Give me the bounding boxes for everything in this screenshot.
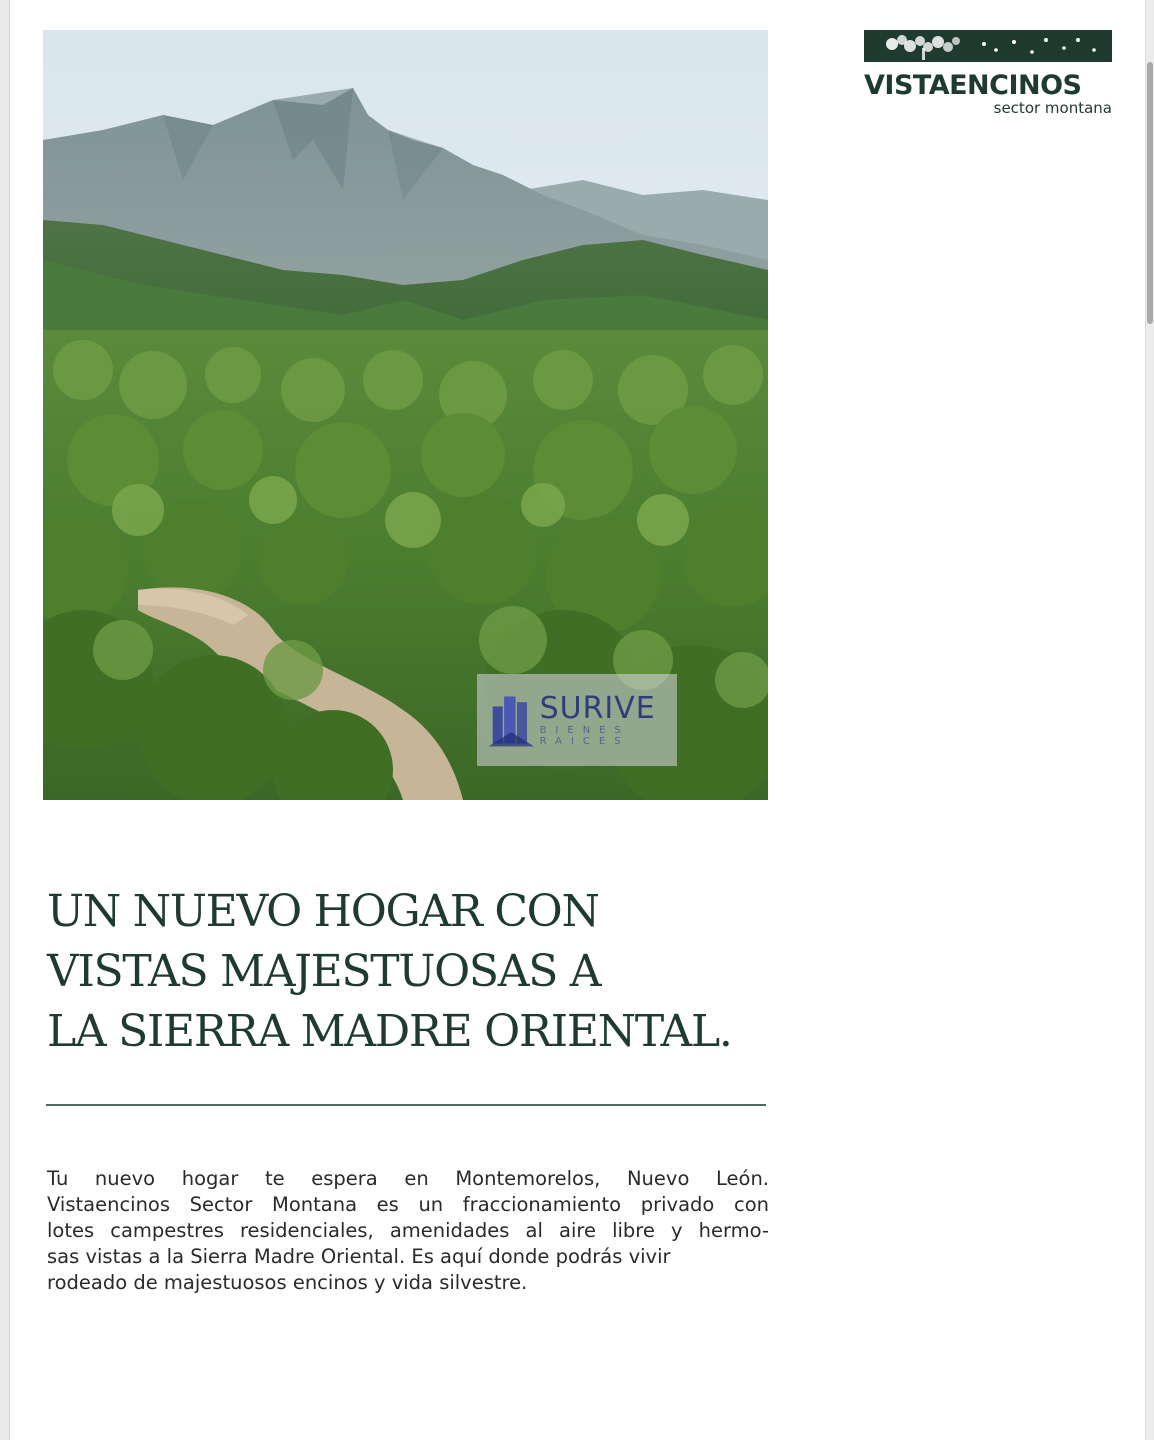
headline-line: LA SIERRA MADRE ORIENTAL. xyxy=(47,1006,732,1057)
vertical-scrollbar[interactable] xyxy=(1145,0,1154,1440)
page-left-edge xyxy=(0,0,10,1440)
watermark-name: SURIVE xyxy=(539,691,656,726)
body-line: Tu nuevo hogar te espera en Montemorelos, Nuevo León. xyxy=(47,1167,769,1190)
body-paragraph xyxy=(47,1166,769,1296)
buildings-icon xyxy=(487,681,536,759)
headline-line: UN NUEVO HOGAR CON xyxy=(47,886,599,937)
logo-name: VISTAENCINOS xyxy=(864,70,1082,101)
body-line: rodeado de majestuosos encinos y vida silvestre. xyxy=(47,1271,528,1294)
logo-subtitle: sector montana xyxy=(993,99,1112,117)
body-line: lotes campestres residenciales, amenidades al aire libre y hermo- xyxy=(47,1219,769,1242)
headline-line: VISTAS MAJESTUOSAS A xyxy=(47,946,601,997)
surive-watermark xyxy=(477,674,677,766)
body-line: Vistaencinos Sector Montana es un fraccionamiento privado con xyxy=(47,1193,769,1216)
oak-tree-banner-icon xyxy=(864,30,1112,62)
watermark-subtitle: BIENES RAICES xyxy=(539,725,630,747)
scrollbar-thumb[interactable] xyxy=(1147,62,1153,324)
body-line: sas vistas a la Sierra Madre Oriental. Es aquí donde podrás vivir xyxy=(47,1245,671,1268)
divider xyxy=(46,1104,766,1106)
page-headline xyxy=(47,882,732,1062)
landscape-photo xyxy=(43,30,768,800)
vistaencinos-logo xyxy=(864,30,1112,115)
